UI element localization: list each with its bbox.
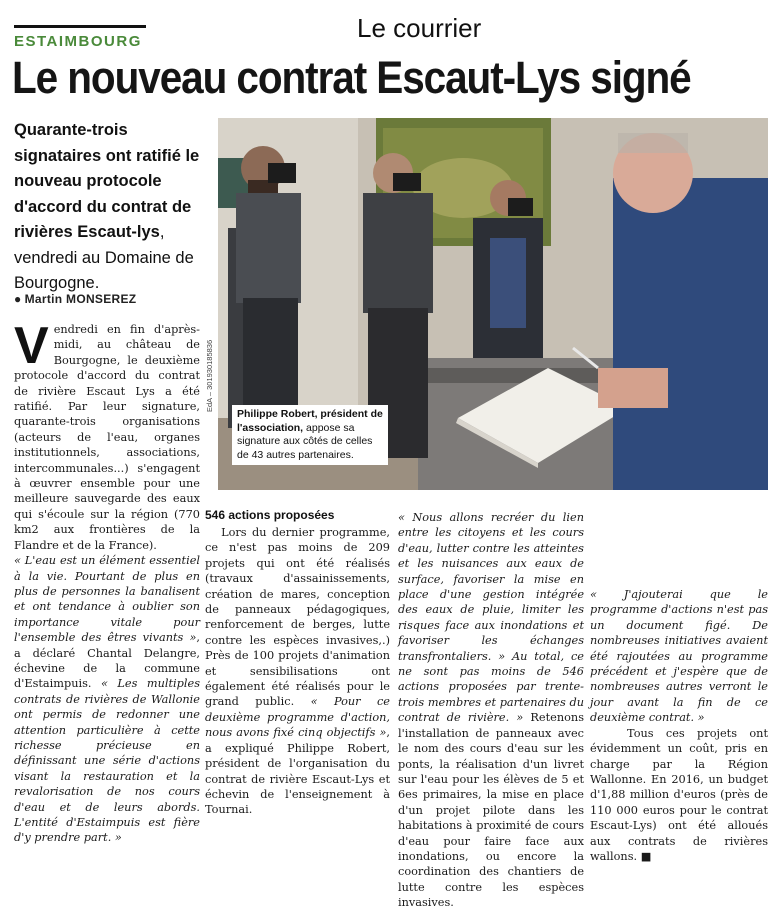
headline: Le nouveau contrat Escaut-Lys signé	[12, 52, 691, 103]
quote-robert: « Pour ce deuxième programme d'action, nous avons fixé cinq objectifs »	[205, 695, 390, 740]
caption-rest: appose sa signature aux côtés de celles de 43 autres partenaires.	[237, 421, 373, 461]
paragraph-4-rest: , a expliqué Philippe Robert, président de l'organisation du contrat de rivière Escaut-Lys et échevin de l'enseignement à Tournai.	[205, 726, 390, 817]
article-column-2	[205, 525, 390, 818]
article-column-4	[590, 510, 768, 864]
quote-estaimpuis: « Les multiples contrats de rivières de Wallonie ont permis de redonner une attention particulière à cette richesse précieuse en définissant une série d'actions visant la restauration et la revalorisation de nos cours d'eau et de leurs abords. L'entité d'Estaimpuis est fière d'y prendre part. »	[14, 677, 200, 845]
paragraph-2: , a déclaré Chantal Delangre, échevine de la commune d'Estaimpuis.	[14, 631, 200, 691]
subheading: 546 actions proposées	[205, 508, 335, 522]
photo-caption	[232, 405, 388, 465]
photo-credit: EdA – 301930185836	[205, 339, 214, 412]
byline-bullet-icon: ●	[14, 292, 22, 306]
lead-bold: Quarante-trois signataires ont ratifié le nouveau protocole d'accord du contrat de rivières Escaut-lys	[14, 121, 200, 241]
paragraph-4: Lors du dernier programme, ce n'est pas moins de 209 projets qui ont été réalisés (travaux d'assainissements, création de mares, conception de panneaux pédagogiques, renforcement de berges, lutte contre les espèces invasives,.) Près de 100 projets d'animation et sensibilisations ont également été réalisés pour le grand public.	[205, 526, 390, 709]
article-column-1	[14, 317, 200, 846]
byline	[14, 292, 136, 306]
caption-bold: Philippe Robert, président de l'association,	[237, 408, 383, 434]
quote-programme: « J'ajouterai que le programme d'actions n'est pas un document figé. De nombreuses initiatives avaient été rajoutées au programme précédent et j'espère que de nombreuses autres verront le jour avant la fin de ce deuxième contrat. »	[590, 588, 768, 725]
paragraph-7: Tous ces projets ont évidemment un coût, pris en charge par la Région Wallonne. En 2016, un budget d'1,88 million d'euros (près de 110 000 euros pour le contrat Escaut-Lys) ont été alloués aux contrats de rivières wallons.	[590, 726, 768, 863]
author-name: Martin MONSEREZ	[24, 292, 137, 306]
lead-paragraph	[14, 118, 214, 297]
section-label: ESTAIMBOURG	[14, 33, 142, 50]
newspaper-name: Le courrier	[357, 13, 482, 43]
article-column-3	[398, 510, 584, 911]
paragraph-5: Retenons l'installation de panneaux avec le nom des cours d'eau sur les ponts, la réalisation d'un livret sur l'eau pour les élèves de 5 et 6es primaires, la mise en place d'un projet pilote dans les habitations à proximité de cours d'eau pour faire face aux inondations, ou encore la coordination des chantiers de lutte contre les espèces invasives.	[398, 711, 584, 910]
lead-rest: , vendredi au Domaine de Bourgogne.	[14, 223, 194, 292]
quote-objectives: « Nous allons recréer du lien entre les citoyens et les cours d'eau, lutter contre les atteintes et les nuisances aux eaux de surface, favoriser la mise en place d'une gestion intégrée des eaux de pluie, limiter les risques face aux inondations et favoriser les échanges transfrontaliers. » Au total, ce ne sont pas moins de 546 actions proposées par trente-trois membres et partenaires du contrat de rivière. »	[398, 511, 584, 725]
quote-delangre: « L'eau est un élément essentiel à la vie. Pourtant de plus en plus de personnes la banalisent et ont tendance à oublier son importance vitale pour l'ensemble des êtres vivants »	[14, 554, 200, 645]
end-mark-icon: ■	[640, 849, 652, 863]
section-rule	[14, 25, 146, 28]
paragraph-1: endredi en fin d'après-midi, au château de Bourgogne, le deuxième protocole d'accord du contrat de rivière Escaut Lys a été ratifié. Par leur signature, quarante-trois organisations (acteurs de l'eau, organes institutionnels, associations, intercommunales...) s'engagent à œuvrer ensemble pour une meilleure sauvegarde des eaux qui s'écoule sur la région (770 km2 aux frontières de la Flandre et de la France).	[14, 323, 200, 552]
drop-cap: V	[14, 317, 49, 375]
